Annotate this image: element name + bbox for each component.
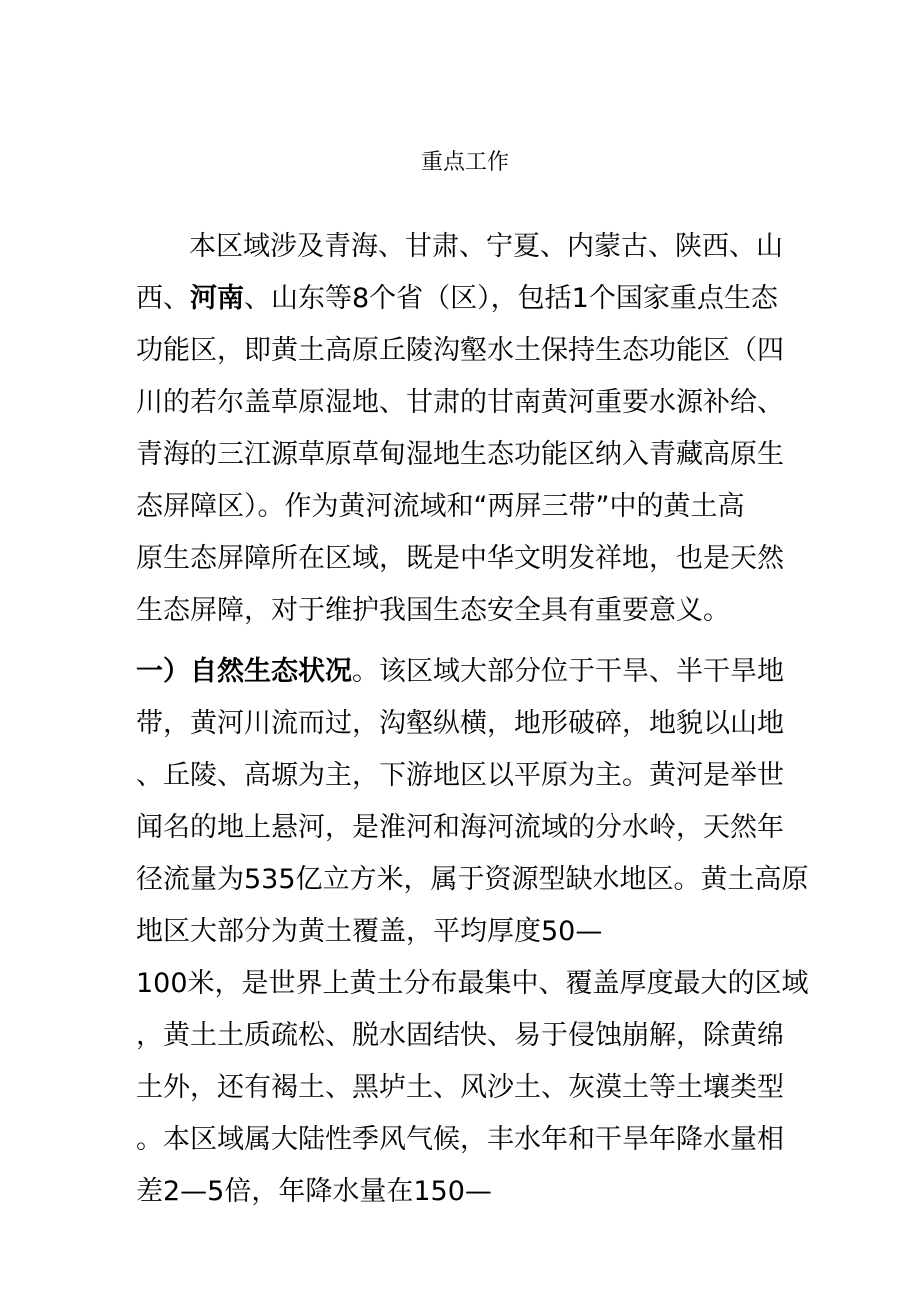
paragraph-line: 。本区域属大陆性季风气候，丰水年和干旱年降水量相 [136, 1124, 784, 1155]
paragraph-line: 径流量为535亿立方米，属于资源型缺水地区。黄土高原 [136, 864, 809, 895]
paragraph-line: 原生态屏障所在区域，既是中华文明发祥地，也是天然 [136, 543, 784, 574]
paragraph-line: ，黄土土质疏松、脱水固结快、易于侵蚀崩解，除黄绵 [136, 1020, 784, 1051]
paragraph-line: 态屏障区）。作为黄河流域和“两屏三带”中的黄土高 [136, 491, 745, 522]
paragraph-line: 青海的三江源草原草甸湿地生态功能区纳入青藏高原生 [136, 439, 784, 470]
paragraph-line: 川的若尔盖草原湿地、甘肃的甘南黄河重要水源补给、 [136, 387, 784, 418]
bold-term: 河南 [190, 283, 244, 314]
paragraph-line [136, 652, 784, 692]
paragraph-line: 功能区，即黄土高原丘陵沟壑水土保持生态功能区（四 [136, 335, 784, 366]
paragraph-line [136, 279, 778, 319]
paragraph-line: 本区域涉及青海、甘肃、宁夏、内蒙古、陕西、山 [189, 231, 783, 262]
paragraph-line: 闻名的地上悬河，是淮河和海河流域的分水岭，天然年 [136, 812, 784, 843]
paragraph-line: 地区大部分为黄土覆盖，平均厚度50— [136, 916, 603, 947]
paragraph-line: 生态屏障，对于维护我国生态安全具有重要意义。 [136, 595, 730, 626]
section-heading: 一）自然生态状况 [136, 656, 352, 687]
text-run: 、山东等8个省（区），包括1个国家重点生态 [244, 283, 778, 314]
paragraph-line: 带，黄河川流而过，沟壑纵横，地形破碎，地貌以山地 [136, 708, 784, 739]
page-title: 重点工作 [420, 150, 509, 175]
text-run: 西、 [136, 283, 190, 314]
paragraph-line: 差2—5倍，年降水量在150— [136, 1176, 492, 1207]
paragraph-line: 土外，还有褐土、黑垆土、风沙土、灰漠土等土壤类型 [136, 1072, 784, 1103]
paragraph-line: 100米，是世界上黄土分布最集中、覆盖厚度最大的区域 [136, 968, 809, 999]
paragraph-line: 、丘陵、高塬为主，下游地区以平原为主。黄河是举世 [136, 760, 784, 791]
text-run: 。该区域大部分位于干旱、半干旱地 [352, 656, 784, 687]
